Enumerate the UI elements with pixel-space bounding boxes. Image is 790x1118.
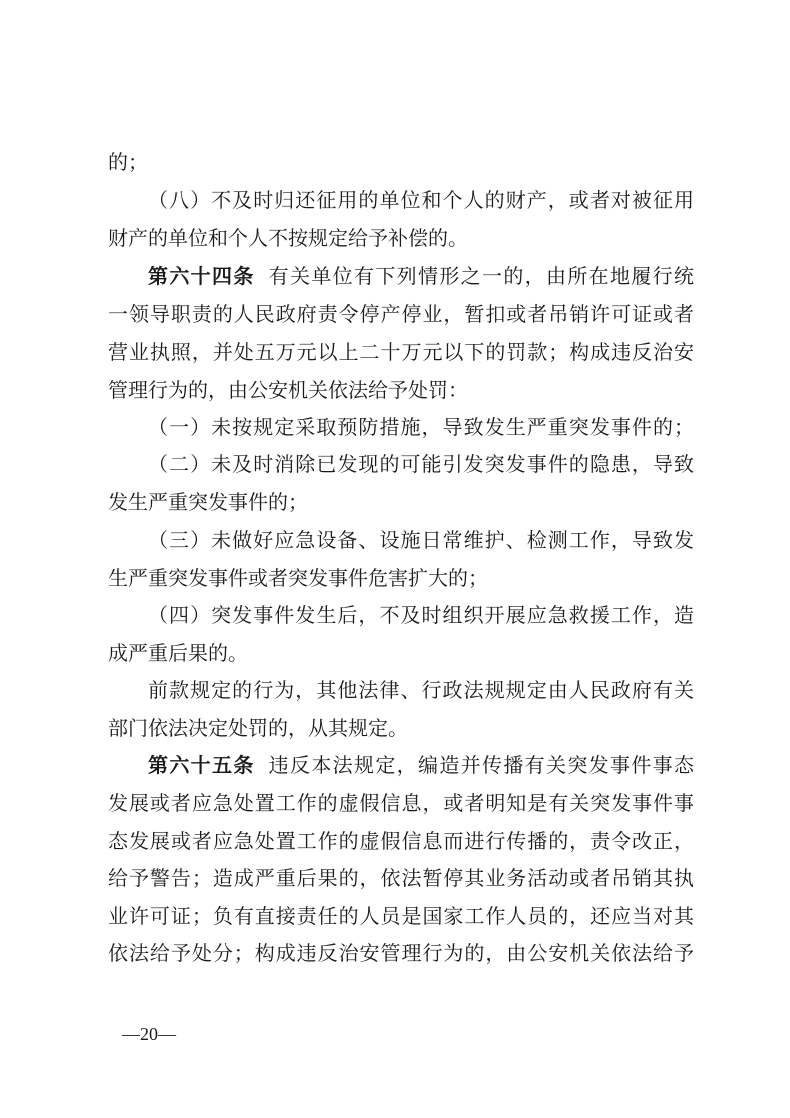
article-65-heading: 第六十五条 [148,753,255,777]
article-65-text: 违反本法规定，编造并传播有关突发事件事态 [268,753,695,777]
text-line: 管理行为的，由公安机关依法给予处罚： [108,378,468,402]
text-line: 态发展或者应急处置工作的虚假信息而进行传播的，责令改正， [108,829,694,853]
article-64-text: 有关单位有下列情形之一的，由所在地履行统 [268,264,695,288]
text-line: （四）突发事件发生后，不及时组织开展应急救援工作，造 [148,603,694,627]
text-line: （八）不及时归还征用的单位和个人的财产，或者对被征用 [148,188,694,212]
text-line: （二）未及时消除已发现的可能引发突发事件的隐患，导致 [148,452,694,476]
text-line: （一）未按规定采取预防措施，导致发生严重突发事件的； [148,415,694,439]
text-line: 发生严重突发事件的； [108,490,308,514]
text-line: 生严重突发事件或者突发事件危害扩大的； [108,566,488,590]
text-line: 财产的单位和个人不按规定给予补偿的。 [108,226,468,250]
text-line: 业许可证；负有直接责任的人员是国家工作人员的，还应当对其 [108,904,694,928]
text-line: 发展或者应急处置工作的虚假信息，或者明知是有关突发事件事 [108,791,694,815]
page-number: —20— [122,1024,176,1044]
text-line: 前款规定的行为，其他法律、行政法规规定由人民政府有关 [148,678,694,702]
text-line: （三）未做好应急设备、设施日常维护、检测工作，导致发 [148,528,694,552]
article-64-first-line [148,264,694,288]
text-line: 部门依法决定处罚的，从其规定。 [108,716,408,740]
text-line: 给予警告；造成严重后果的，依法暂停其业务活动或者吊销其执 [108,866,694,890]
text-line: 的； [108,150,148,174]
text-line: 成严重后果的。 [108,641,248,665]
text-line: 依法给予处分；构成违反治安管理行为的，由公安机关依法给予 [108,941,694,965]
text-line: 营业执照，并处五万元以上二十万元以下的罚款；构成违反治安 [108,340,694,364]
text-line: 一领导职责的人民政府责令停产停业，暂扣或者吊销许可证或者 [108,302,694,326]
article-64-heading: 第六十四条 [148,264,255,288]
article-65-first-line [148,753,694,777]
